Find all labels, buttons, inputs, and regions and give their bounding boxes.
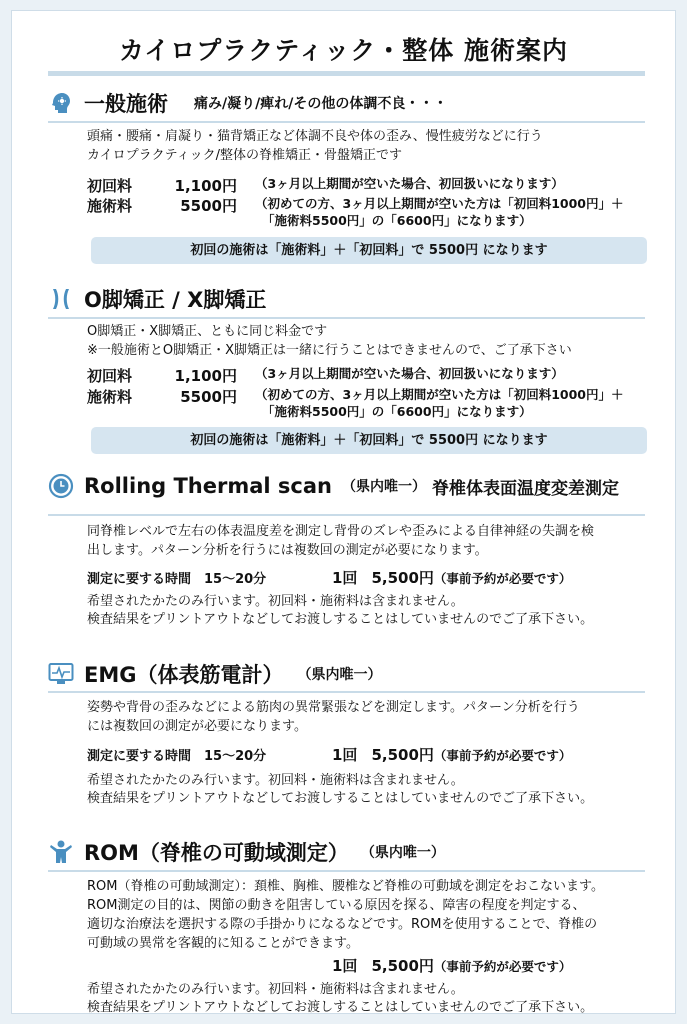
leg-initial-row <box>87 365 564 386</box>
emg-price-row <box>87 744 571 765</box>
fee-label: 施術料 <box>87 388 133 406</box>
fee-price: 5500円 <box>180 197 237 215</box>
general-first-visit-banner: 初回の施術は「施術料」＋「初回料」で 5500円 になります <box>91 237 647 264</box>
general-desc-1: 頭痛・腰痛・肩凝り・猫背矯正など体調不良や体の歪み、慢性疲労などに行う <box>87 129 543 144</box>
general-subheading: 痛み/凝り/痺れ/その他の体調不良・・・ <box>194 96 448 112</box>
title-divider <box>48 71 645 76</box>
clock-icon <box>48 473 74 499</box>
price: 5,500円 <box>371 569 434 587</box>
initial-price: 1,100円 <box>174 177 237 195</box>
rom-desc-3: 適切な治療法を選択する際の手掛かりになるなどです。ROMを使用することで、脊椎の <box>87 917 598 932</box>
initial-label: 初回料 <box>87 177 133 195</box>
rom-price-row <box>332 955 571 976</box>
price-note: （事前予約が必要です） <box>433 571 572 586</box>
fee-note-1: （初めての方、3ヶ月以上期間が空いた方は「初回料1000円」＋ <box>255 387 624 402</box>
general-initial-row <box>87 175 564 196</box>
initial-price: 1,100円 <box>174 367 237 385</box>
time-label: 測定に要する時間 15〜20分 <box>87 572 267 587</box>
rts-section-header <box>48 473 619 499</box>
leg-desc-1: O脚矯正・X脚矯正、ともに同じ料金です <box>87 324 328 339</box>
initial-note: （3ヶ月以上期間が空いた場合、初回扱いになります） <box>255 176 564 191</box>
rts-heading: Rolling Thermal scan <box>84 474 332 498</box>
section-divider <box>48 317 645 319</box>
price: 5,500円 <box>371 746 434 764</box>
price-note: （事前予約が必要です） <box>433 748 572 763</box>
rom-heading: ROM（脊椎の可動域測定） <box>84 841 349 865</box>
fee-note-1: （初めての方、3ヶ月以上期間が空いた方は「初回料1000円」＋ <box>255 196 624 211</box>
page-title: カイロプラクティック・整体 施術案内 <box>119 36 568 65</box>
menu-page <box>11 10 676 1014</box>
general-fee-row <box>87 195 624 229</box>
emg-section-header <box>48 659 381 689</box>
general-desc-2: カイロプラクティック/整体の脊椎矯正・骨盤矯正です <box>87 148 402 163</box>
rom-note-2: 検査結果をプリントアウトなどしてお渡しすることはしていませんのでご了承下さい。 <box>87 1000 594 1015</box>
rom-badge: （県内唯一） <box>360 845 445 861</box>
leg-section-header <box>48 284 266 314</box>
section-divider <box>48 514 645 516</box>
emg-badge: （県内唯一） <box>297 667 382 683</box>
rts-desc-1: 同脊椎レベルで左右の体表温度差を測定し背骨のズレや歪みによる自律神経の失調を検 <box>87 524 595 539</box>
fee-note-2: 「施術料5500円」の「6600円」になります） <box>262 213 532 228</box>
rts-desc-2: 出します。パターン分析を行うには複数回の測定が必要になります。 <box>87 543 488 558</box>
fee-note-2: 「施術料5500円」の「6600円」になります） <box>262 404 532 419</box>
person-stretch-icon <box>48 839 74 865</box>
rom-note-1: 希望されたかたのみ行います。初回料・施術料は含まれません。 <box>87 982 464 997</box>
count: 1回 <box>332 957 358 975</box>
rts-note-1: 希望されたかたのみ行います。初回料・施術料は含まれません。 <box>87 594 464 609</box>
rts-badge: （県内唯一） <box>342 479 426 495</box>
leg-heading: O脚矯正 / X脚矯正 <box>84 288 267 312</box>
legs-icon <box>48 286 74 312</box>
rom-desc-1: ROM（脊椎の可動域測定）：頚椎、胸椎、腰椎など脊椎の可動域を測定をおこないます。 <box>87 879 604 894</box>
emg-note-2: 検査結果をプリントアウトなどしてお渡しすることはしていませんのでご了承下さい。 <box>87 791 594 806</box>
rts-price-row <box>87 567 571 588</box>
initial-label: 初回料 <box>87 367 133 385</box>
fee-price: 5500円 <box>180 388 237 406</box>
count: 1回 <box>332 746 358 764</box>
rts-subheading: 脊椎体表面温度変差測定 <box>432 478 619 499</box>
head-profile-icon <box>48 90 74 116</box>
count: 1回 <box>332 569 358 587</box>
general-section-header <box>48 88 447 118</box>
price-note: （事前予約が必要です） <box>433 959 572 974</box>
leg-fee-row <box>87 386 624 420</box>
emg-desc-2: には複数回の測定が必要になります。 <box>87 719 307 734</box>
initial-note: （3ヶ月以上期間が空いた場合、初回扱いになります） <box>255 366 564 381</box>
price: 5,500円 <box>371 957 434 975</box>
monitor-icon <box>48 661 74 687</box>
section-divider <box>48 691 645 693</box>
fee-label: 施術料 <box>87 197 133 215</box>
rts-note-2: 検査結果をプリントアウトなどしてお渡しすることはしていませんのでご了承下さい。 <box>87 612 594 627</box>
rom-section-header <box>48 837 445 867</box>
rom-desc-2: ROM測定の目的は、関節の動きを阻害している原因を探る、障害の程度を判定する、 <box>87 898 586 913</box>
section-divider <box>48 870 645 872</box>
time-label: 測定に要する時間 15〜20分 <box>87 749 267 764</box>
emg-note-1: 希望されたかたのみ行います。初回料・施術料は含まれません。 <box>87 773 464 788</box>
section-divider <box>48 121 645 123</box>
emg-heading: EMG（体表筋電計） <box>84 663 284 687</box>
leg-desc-2: ※一般施術とO脚矯正・X脚矯正は一緒に行うことはできませんので、ご了承下さい <box>87 343 572 358</box>
emg-desc-1: 姿勢や背骨の歪みなどによる筋肉の異常緊張などを測定します。パターン分析を行う <box>87 700 580 715</box>
general-heading: 一般施術 <box>84 92 168 116</box>
leg-first-visit-banner: 初回の施術は「施術料」＋「初回料」で 5500円 になります <box>91 427 647 454</box>
rom-desc-4: 可動域の異常を客観的に知ることができます。 <box>87 936 359 951</box>
